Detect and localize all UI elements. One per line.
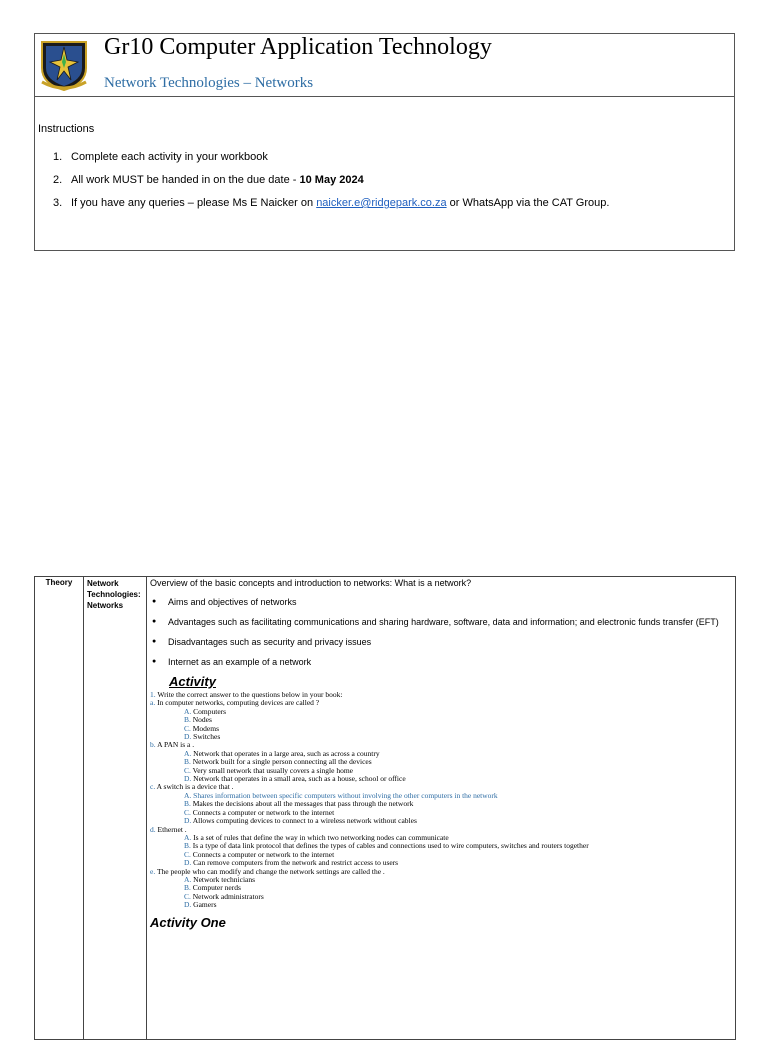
instruction-step [53, 151, 268, 163]
option-letter: B. [184, 841, 191, 851]
option-letter: C. [184, 765, 191, 775]
question-text: The people who can modify and change the network settings are called the . [155, 866, 385, 876]
option-text: Connects a computer or network to the internet [190, 849, 335, 859]
answer-option [150, 893, 732, 901]
instructions-label: Instructions [38, 123, 95, 135]
answer-option [150, 817, 732, 825]
instruction-step [53, 197, 609, 209]
question-text: Ethernet . [155, 824, 187, 834]
page-subtitle: Network Technologies – Networks [104, 75, 314, 91]
option-letter: D. [184, 900, 192, 910]
option-text: Network built for a single person connecting all the devices [190, 757, 372, 767]
option-text: Switches [191, 732, 221, 742]
question-letter: d. [150, 824, 156, 834]
content-cell [147, 577, 736, 1040]
topic-cell: Network Technologies: Networks [84, 577, 147, 1040]
option-letter: B. [184, 883, 191, 893]
question-text: In computer networks, computing devices are called ? [155, 698, 320, 708]
answer-option [150, 901, 732, 909]
theory-cell: Theory [35, 577, 84, 1040]
step-number: 3. [53, 197, 63, 209]
option-letter: A. [184, 748, 192, 758]
step-text-after: or WhatsApp via the CAT Group. [446, 197, 610, 209]
option-text: Network that operates in a small area, such as a house, school or office [191, 774, 406, 784]
due-date: 10 May 2024 [299, 174, 364, 186]
option-text: Gamers [191, 900, 217, 910]
option-letter: A. [184, 790, 192, 800]
option-text: Very small network that usually covers a single home [190, 765, 354, 775]
option-text: Is a set of rules that define the way in which two networking nodes can communicate [191, 832, 449, 842]
option-letter: A. [184, 832, 192, 842]
option-letter: D. [184, 816, 192, 826]
option-letter: D. [184, 858, 192, 868]
question-letter: c. [150, 782, 156, 792]
option-letter: C. [184, 849, 191, 859]
option-text: Can remove computers from the network and restrict access to users [191, 858, 399, 868]
header-title-bar [35, 34, 734, 97]
option-letter: D. [184, 732, 192, 742]
topic-bullet: ● Internet as an example of a network [150, 654, 732, 670]
option-text: Shares information between specific computers without involving the other computers in the network [191, 790, 498, 800]
page-title: Gr10 Computer Application Technology [104, 34, 492, 60]
school-crest-icon [38, 38, 90, 92]
activity-one-heading: Activity One [150, 914, 226, 930]
theory-table [34, 576, 736, 1040]
option-text: Allows computing devices to connect to a wireless network without cables [191, 816, 417, 826]
question-letter: a. [150, 698, 156, 708]
question-item [150, 699, 732, 707]
step-text: Complete each activity in your workbook [71, 151, 268, 163]
step-text: All work MUST be handed in on the due date - [71, 174, 300, 186]
step-number: 1. [53, 151, 63, 163]
option-letter: C. [184, 723, 191, 733]
option-text: Modems [190, 723, 220, 733]
option-text: Makes the decisions about all the messages that pass through the network [190, 799, 414, 809]
option-letter: C. [184, 891, 191, 901]
option-text: Nodes [190, 715, 212, 725]
topic-bullet-list [150, 594, 732, 670]
option-text: Network administrators [190, 891, 264, 901]
option-letter: A. [184, 706, 192, 716]
option-text: Network technicians [191, 874, 256, 884]
option-text: Computer nerds [190, 883, 241, 893]
overview-text: Overview of the basic concepts and introduction to networks: What is a network? [150, 578, 472, 588]
option-letter: B. [184, 715, 191, 725]
step-text: If you have any queries – please Ms E Naicker on [71, 197, 317, 209]
topic-bullet: ● Disadvantages such as security and privacy issues [150, 634, 732, 650]
header-box [34, 33, 735, 251]
question-number: 1. [150, 690, 156, 699]
answer-option [150, 733, 732, 741]
activity-heading: Activity [169, 674, 216, 689]
question-letter: e. [150, 866, 156, 876]
answer-option [150, 775, 732, 783]
answer-option [150, 716, 732, 724]
question-text: A switch is a device that . [155, 782, 234, 792]
option-letter: A. [184, 874, 192, 884]
email-link[interactable]: naicker.e@ridgepark.co.za [316, 197, 447, 209]
step-number: 2. [53, 174, 63, 186]
option-text: Network that operates in a large area, such as across a country [191, 748, 380, 758]
option-text: Computers [191, 706, 227, 716]
option-letter: C. [184, 807, 191, 817]
answer-option [150, 725, 732, 733]
answer-option [150, 708, 732, 716]
question-text: Write the correct answer to the questions below in your book: [155, 690, 343, 699]
instruction-step [53, 174, 364, 186]
option-text: Connects a computer or network to the internet [190, 807, 335, 817]
question-block [150, 691, 732, 910]
topic-bullet: ● Aims and objectives of networks [150, 594, 732, 610]
option-text: Is a type of data link protocol that defines the types of cables and connections used to wire computers, switches and routers together [190, 841, 589, 851]
question-text: A PAN is a . [155, 740, 195, 750]
option-letter: B. [184, 799, 191, 809]
topic-bullet: ● Advantages such as facilitating communications and sharing hardware, software, data and information; and electronic funds transfer (EFT) [150, 614, 732, 630]
option-letter: D. [184, 774, 192, 784]
question-letter: b. [150, 740, 156, 750]
option-letter: B. [184, 757, 191, 767]
